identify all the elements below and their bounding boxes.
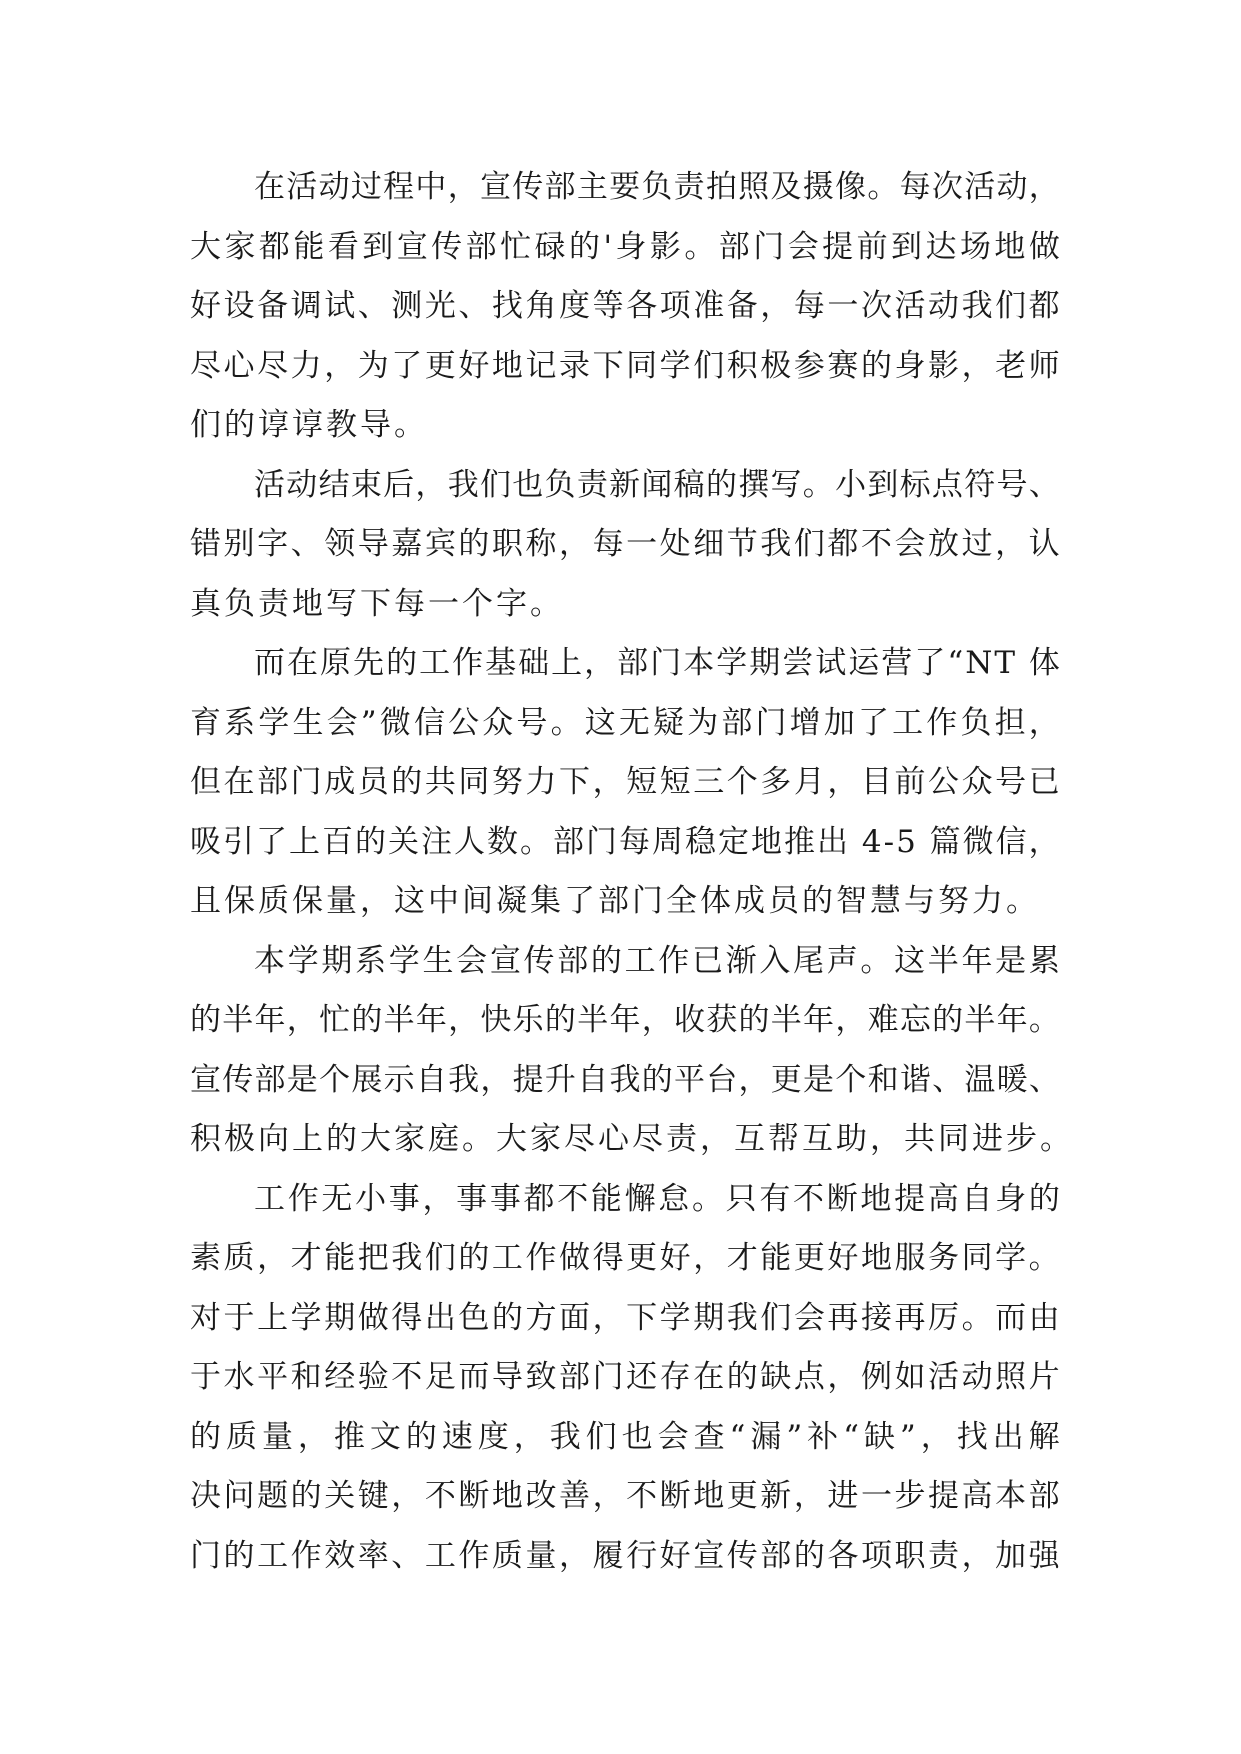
- body-text: [190, 158, 1074, 1586]
- text-line: 素 质 ， 才 能 把 我 们 的 工 作 做 得 更 好 ， 才 能 更 好 地 服 务 同 学 。: [190, 1240, 1060, 1276]
- text-line: 活 动 结 束 后 ， 我 们 也 负 责 新 闻 稿 的 撰 写 。 小 到 标 点 符 号 、: [254, 466, 1060, 503]
- text-line: 对 于 上 学 期 做 得 出 色 的 方 面 ， 下 学 期 我 们 会 再 接 再 厉 。 而 由: [190, 1299, 1060, 1336]
- text-line: 但 在 部 门 成 员 的 共 同 努 力 下 ， 短 短 三 个 多 月 ， 目 前 公 众 号 已: [190, 764, 1060, 800]
- text-line: 育 系 学 生 会 ” 微 信 公 众 号 。 这 无 疑 为 部 门 增 加 了 工 作 负 担 ，: [190, 704, 1060, 741]
- text-line: 们的谆谆教导。: [190, 407, 428, 443]
- text-line: 而 在 原 先 的 工 作 基 础 上 ， 部 门 本 学 期 尝 试 运 营 了 “ N T 体: [254, 645, 1060, 681]
- text-line: 吸 引 了 上 百 的 关 注 人 数 。 部 门 每 周 稳 定 地 推 出 4 - 5 篇 微 信 ，: [190, 823, 1060, 860]
- text-line: 门 的 工 作 效 率 、 工 作 质 量 ， 履 行 好 宣 传 部 的 各 项 职 责 ， 加 强: [190, 1537, 1060, 1574]
- text-line: 工 作 无 小 事 ， 事 事 都 不 能 懈 怠 。 只 有 不 断 地 提 高 自 身 的: [254, 1180, 1060, 1217]
- text-line: 的 质 量 ， 推 文 的 速 度 ， 我 们 也 会 查 “ 漏 ” 补 “ 缺 ” ， 找 出 解: [190, 1418, 1060, 1455]
- text-line: 积极向上的大家庭。大家尽心尽责，互帮互助，共同进步。: [190, 1121, 1074, 1157]
- text-line: 大 家 都 能 看 到 宣 传 部 忙 碌 的 ' 身 影 。 部 门 会 提 前 到 达 场 地 做: [190, 228, 1060, 265]
- text-line: 本 学 期 系 学 生 会 宣 传 部 的 工 作 已 渐 入 尾 声 。 这 半 年 是 累: [254, 942, 1060, 979]
- text-line: 且保质保量，这中间凝集了部门全体成员的智慧与努力。: [190, 883, 1040, 919]
- text-line: 于 水 平 和 经 验 不 足 而 导 致 部 门 还 存 在 的 缺 点 ， 例 如 活 动 照 片: [190, 1359, 1060, 1395]
- text-line: 尽 心 尽 力 ， 为 了 更 好 地 记 录 下 同 学 们 积 极 参 赛 的 身 影 ， 老 师: [190, 347, 1060, 384]
- text-line: 好 设 备 调 试 、 测 光 、 找 角 度 等 各 项 准 备 ， 每 一 次 活 动 我 们 都: [190, 288, 1060, 324]
- text-line: 的 半 年 ， 忙 的 半 年 ， 快 乐 的 半 年 ， 收 获 的 半 年 ， 难 忘 的 半 年 。: [190, 1002, 1060, 1038]
- text-line: 决 问 题 的 关 键 ， 不 断 地 改 善 ， 不 断 地 更 新 ， 进 一 步 提 高 本 部: [190, 1478, 1060, 1514]
- text-line: 真负责地写下每一个字。: [190, 585, 564, 622]
- text-line: 宣 传 部 是 个 展 示 自 我 ， 提 升 自 我 的 平 台 ， 更 是 个 和 谐 、 温 暖 、: [190, 1061, 1060, 1098]
- text-line: 在 活 动 过 程 中 ， 宣 传 部 主 要 负 责 拍 照 及 摄 像 。 每 次 活 动 ，: [254, 169, 1060, 205]
- text-line: 错 别 字 、 领 导 嘉 宾 的 职 称 ， 每 一 处 细 节 我 们 都 不 会 放 过 ， 认: [190, 526, 1060, 562]
